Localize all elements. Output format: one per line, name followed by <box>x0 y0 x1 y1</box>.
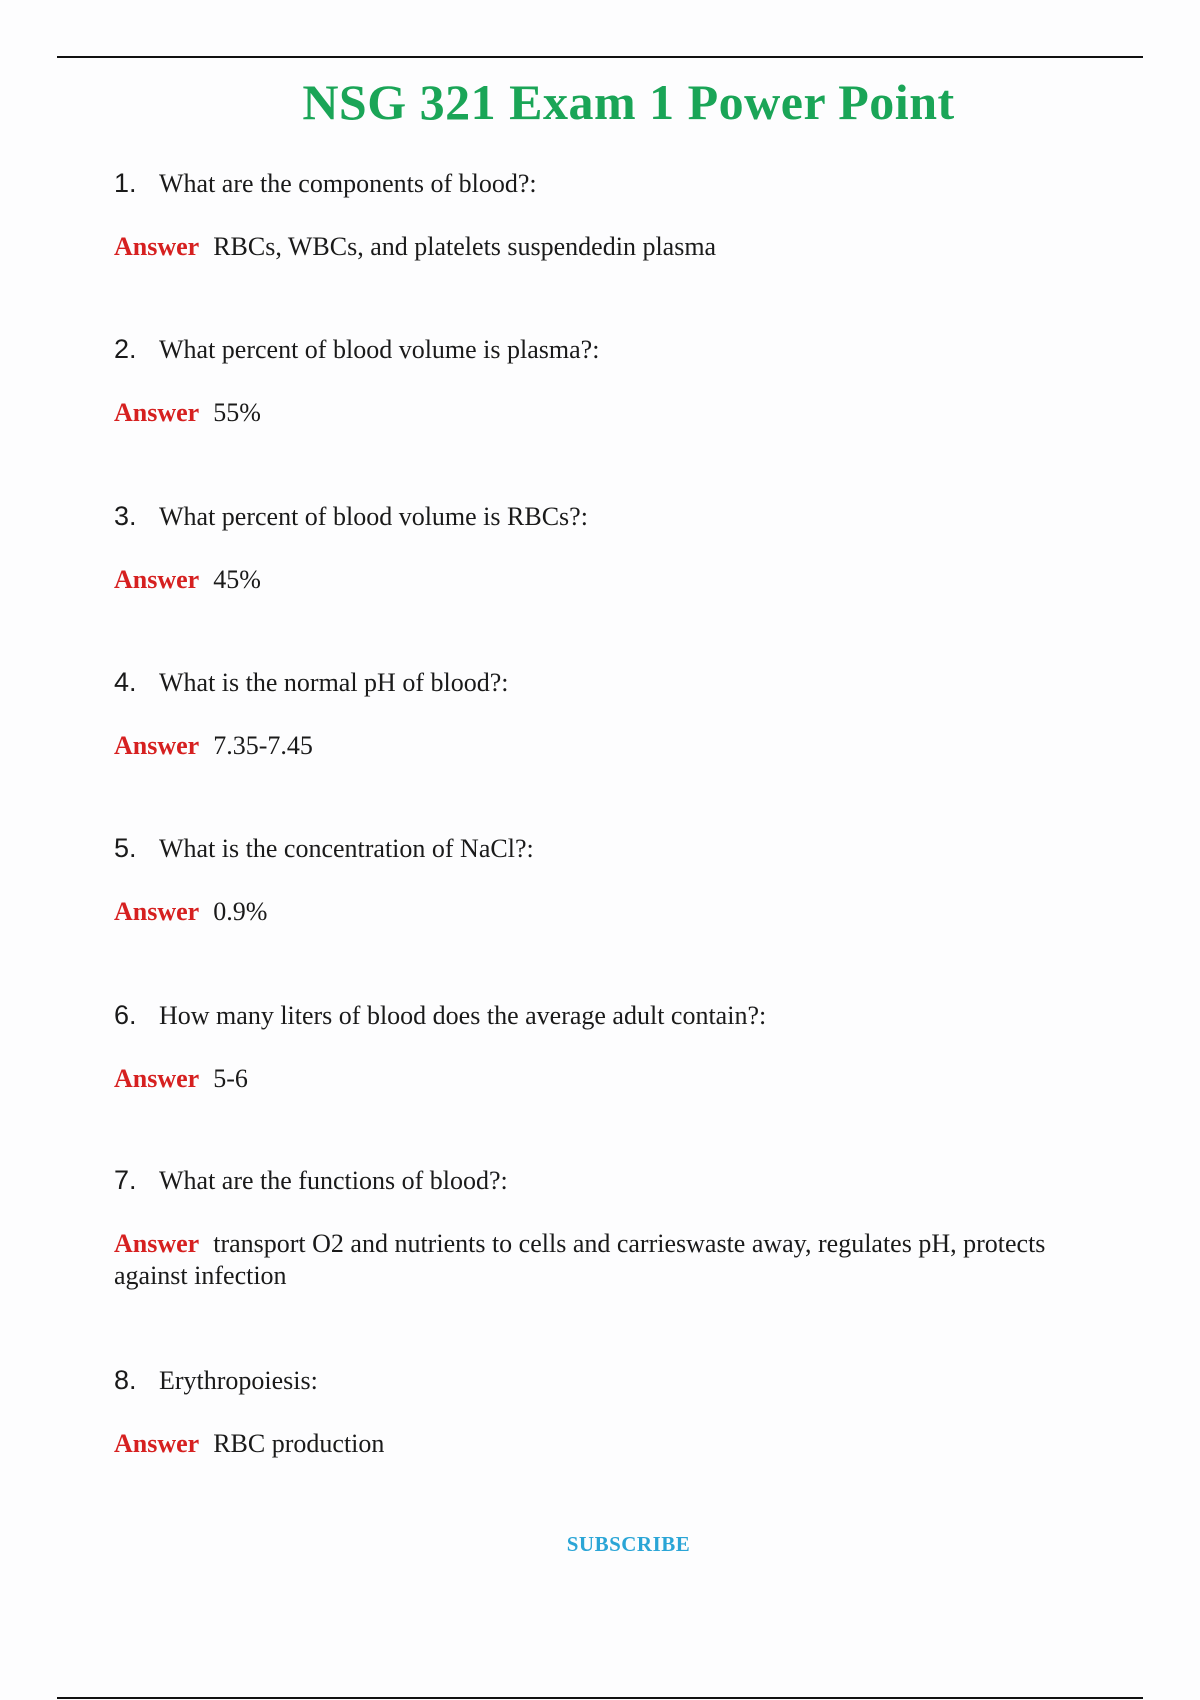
answer-label: Answer <box>114 565 200 594</box>
question-text: What is the normal pH of blood?: <box>159 668 509 697</box>
answer <box>114 231 1114 263</box>
answer <box>114 1228 1114 1292</box>
answer-text: RBCs, WBCs, and platelets suspendedin plasma <box>213 232 717 261</box>
question-text: How many liters of blood does the average adult contain?: <box>159 1001 767 1030</box>
answer <box>114 1428 1114 1460</box>
answer-label: Answer <box>114 1429 200 1458</box>
question-text: What are the components of blood?: <box>159 169 537 198</box>
question-text: What percent of blood volume is plasma?: <box>159 335 600 364</box>
question-number: 6. <box>114 1000 137 1030</box>
page-title: NSG 321 Exam 1 Power Point <box>302 74 955 130</box>
qa-item-3 <box>114 499 1114 596</box>
bottom-rule <box>57 1697 1143 1699</box>
question <box>114 998 1114 1033</box>
question-text: What percent of blood volume is RBCs?: <box>159 502 588 531</box>
qa-item-5 <box>114 831 1114 928</box>
answer-text: 55% <box>213 398 261 427</box>
question-number: 4. <box>114 667 137 697</box>
question-number: 7. <box>114 1165 137 1195</box>
qa-item-7 <box>114 1163 1114 1292</box>
question <box>114 166 1114 201</box>
answer-label: Answer <box>114 897 200 926</box>
answer-text: 45% <box>213 565 261 594</box>
answer-text: 0.9% <box>213 897 268 926</box>
qa-item-1 <box>114 166 1114 263</box>
answer-label: Answer <box>114 398 200 427</box>
qa-item-6 <box>114 998 1114 1095</box>
answer <box>114 397 1114 429</box>
answer <box>114 1063 1114 1095</box>
question <box>114 499 1114 534</box>
question-number: 2. <box>114 334 137 364</box>
question <box>114 665 1114 700</box>
question-text: Erythropoiesis: <box>159 1366 318 1395</box>
question <box>114 332 1114 367</box>
question <box>114 831 1114 866</box>
answer-text: RBC production <box>213 1429 385 1458</box>
question <box>114 1363 1114 1398</box>
qa-item-8 <box>114 1363 1114 1460</box>
answer-label: Answer <box>114 1064 200 1093</box>
qa-item-4 <box>114 665 1114 762</box>
answer-label: Answer <box>114 1229 200 1258</box>
answer <box>114 896 1114 928</box>
answer-label: Answer <box>114 232 200 261</box>
answer-label: Answer <box>114 731 200 760</box>
top-rule <box>57 56 1143 58</box>
qa-item-2 <box>114 332 1114 429</box>
question-number: 8. <box>114 1365 137 1395</box>
subscribe-link[interactable]: SUBSCRIBE <box>566 1532 691 1556</box>
question-number: 5. <box>114 833 137 863</box>
question-text: What is the concentration of NaCl?: <box>159 834 534 863</box>
answer-text: 5-6 <box>213 1064 248 1093</box>
question-number: 3. <box>114 501 137 531</box>
question <box>114 1163 1114 1198</box>
answer-text: transport O2 and nutrients to cells and carrieswaste away, regulates pH, protects against infection <box>114 1229 1046 1290</box>
answer-text: 7.35-7.45 <box>213 731 313 760</box>
question-number: 1. <box>114 168 137 198</box>
question-text: What are the functions of blood?: <box>159 1166 508 1195</box>
answer <box>114 564 1114 596</box>
answer <box>114 730 1114 762</box>
